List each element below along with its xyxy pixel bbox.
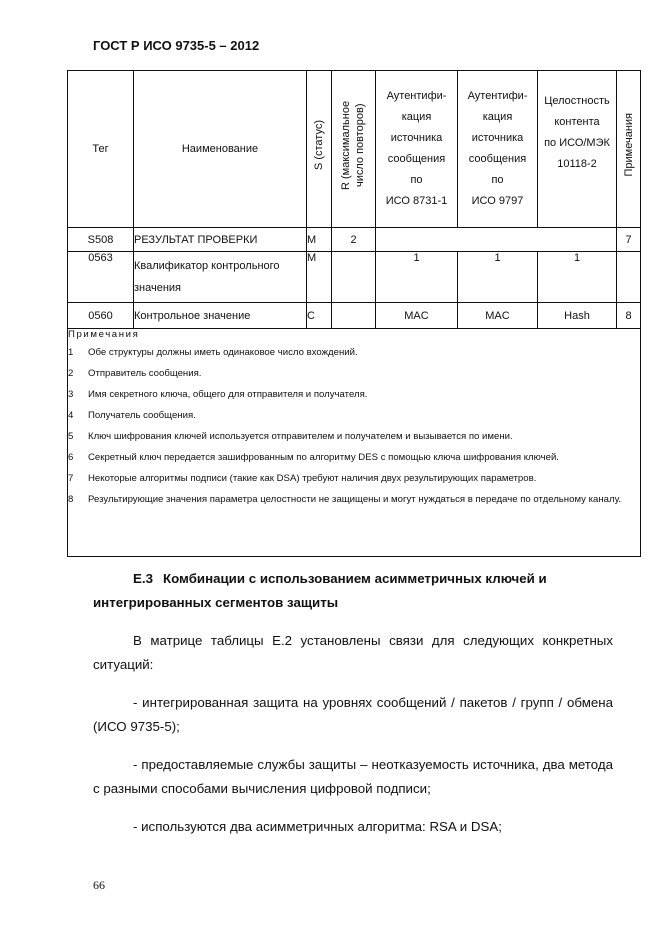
note-item: [68, 409, 640, 424]
cell-tag: S508: [68, 228, 134, 252]
header-auth-8731-line: кация: [401, 111, 432, 123]
header-auth-9797-line: ИСО 9797: [471, 195, 524, 207]
header-status-text: S (статус): [313, 119, 325, 171]
note-text: Отправитель сообщения.: [88, 368, 202, 379]
cell-name: Контрольное значение: [134, 303, 307, 329]
cell-name-text: Квалификатор контрольного значения: [134, 260, 280, 294]
header-auth-9797-line: кация: [482, 111, 513, 123]
header-auth-8731-line: Аутентифи-: [386, 90, 447, 102]
section-heading: [93, 567, 613, 615]
note-text: Секретный ключ передается зашифрованным по алгоритму DES с помощью ключа шифрования ключей.: [88, 452, 559, 463]
cell-auth-9797: 1: [458, 252, 538, 303]
cell-tag: 0563: [68, 252, 134, 303]
header-auth-9797-line: источника: [471, 132, 524, 144]
header-repeats: [332, 71, 376, 228]
cell-repeats: [332, 303, 376, 329]
note-text: Имя секретного ключа, общего для отправителя и получателя.: [88, 389, 368, 400]
header-auth-9797-line: Аутентифи-: [467, 90, 528, 102]
paragraph-text: В матрице таблицы Е.2 установлены связи для следующих конкретных ситуаций:: [93, 633, 613, 672]
header-status: [307, 71, 332, 228]
header-auth-8731-line: по: [410, 174, 423, 186]
note-item: [68, 451, 640, 466]
cell-note: 8: [617, 303, 641, 329]
cell-status: С: [307, 303, 332, 329]
paragraph: [93, 629, 613, 677]
paragraph-text: - предоставляемые службы защиты – неотказуемость источника, два метода с разными способами вычисления цифровой подписи;: [93, 757, 613, 796]
note-text: Результирующие значения параметра целостности не защищены и могут нуждаться в передаче по отдельному каналу.: [88, 494, 622, 505]
notes-title: Примечания: [68, 329, 140, 340]
note-item: [68, 493, 640, 508]
cell-status: М: [307, 228, 332, 252]
header-auth-8731-line: сообщения: [387, 153, 446, 165]
cell-auth-9797: MAC: [458, 303, 538, 329]
header-notes-text: Примечания: [622, 113, 635, 177]
header-auth-9797: [458, 71, 538, 228]
header-tag: Тег: [68, 71, 134, 228]
cell-auth-8731: MAC: [376, 303, 458, 329]
header-integrity: [538, 71, 617, 228]
cell-name: РЕЗУЛЬТАТ ПРОВЕРКИ: [134, 228, 307, 252]
paragraph: [93, 753, 613, 801]
note-item: [68, 346, 640, 361]
note-text: Некоторые алгоритмы подписи (такие как DSA) требуют наличия двух результирующих параметров.: [88, 473, 537, 484]
table-row: [68, 252, 641, 303]
note-text: Получатель сообщения.: [88, 410, 196, 421]
cell-integrity: Hash: [538, 303, 617, 329]
header-integrity-line: Целостность: [544, 95, 610, 107]
table-row: [68, 303, 641, 329]
note-number: 1: [68, 347, 74, 358]
note-text: Ключ шифрования ключей используется отправителем и получателем и вызывается по имени.: [88, 431, 513, 442]
page-number: 66: [93, 878, 105, 892]
header-auth-8731-line: источника: [390, 132, 443, 144]
note-item: [68, 430, 640, 445]
section-number: Е.3: [133, 571, 153, 586]
note-number: 8: [68, 494, 74, 505]
header-auth-8731-line: ИСО 8731-1: [385, 195, 448, 207]
cell-tag: 0560: [68, 303, 134, 329]
header-auth-9797-line: по: [491, 174, 504, 186]
cell-integrity: 1: [538, 252, 617, 303]
note-number: 7: [68, 473, 74, 484]
segment-table: [67, 70, 641, 557]
note-text: Обе структуры должны иметь одинаковое число вхождений.: [88, 347, 358, 358]
header-auth-8731: [376, 71, 458, 228]
header-notes: [617, 71, 641, 228]
cell-repeats: [332, 252, 376, 303]
notes-row: [68, 329, 641, 557]
paragraph: [93, 815, 613, 839]
paragraph: [93, 691, 613, 739]
note-item: [68, 472, 640, 487]
table-header-row: [68, 71, 641, 228]
note-number: 3: [68, 389, 74, 400]
header-integrity-line: 10118-2: [557, 158, 597, 170]
notes-cell: [68, 329, 641, 557]
cell-note: [617, 252, 641, 303]
cell-auth-8731: 1: [376, 252, 458, 303]
table-row: [68, 228, 641, 252]
section-title: Комбинации с использованием асимметричных ключей и интегрированных сегментов защиты: [93, 571, 547, 610]
note-number: 6: [68, 452, 74, 463]
header-integrity-line: контента: [554, 116, 600, 128]
cell-name: [134, 252, 307, 303]
header-repeats-text: R (максимальное число повторов): [339, 100, 366, 190]
note-number: 5: [68, 431, 74, 442]
note-item: [68, 388, 640, 403]
cell-repeats: 2: [332, 228, 376, 252]
header-name: Наименование: [134, 71, 307, 228]
document-header: ГОСТ Р ИСО 9735-5 – 2012: [93, 38, 260, 53]
note-item: [68, 367, 640, 382]
paragraph-text: - используются два асимметричных алгоритма: RSA и DSA;: [133, 819, 502, 834]
header-auth-9797-line: сообщения: [468, 153, 527, 165]
header-integrity-line: по ИСО/МЭК: [544, 137, 610, 149]
cell-note: 7: [617, 228, 641, 252]
paragraph-text: - интегрированная защита на уровнях сообщений / пакетов / групп / обмена (ИСО 9735-5);: [93, 695, 613, 734]
cell-empty-merged: [376, 228, 617, 252]
note-number: 2: [68, 368, 74, 379]
cell-status: М: [307, 252, 332, 303]
note-number: 4: [68, 410, 74, 421]
